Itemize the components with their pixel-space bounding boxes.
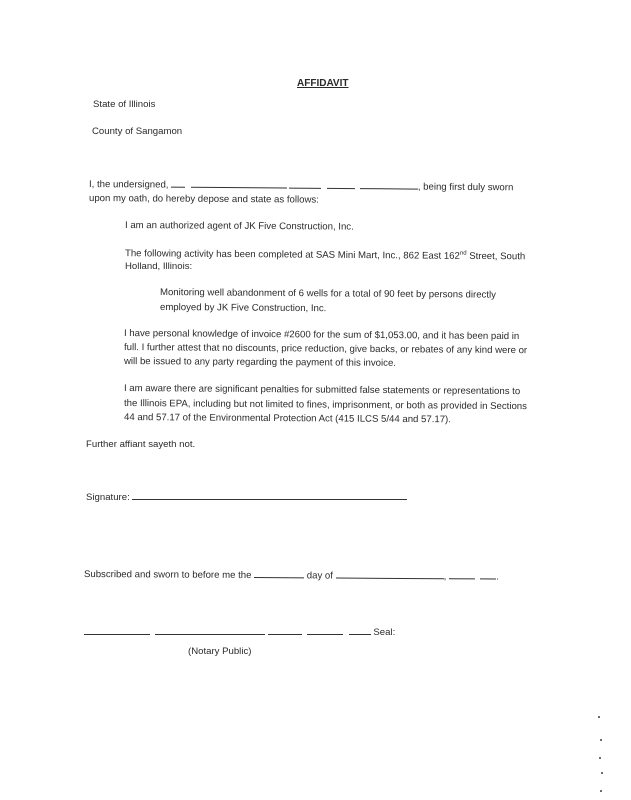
notary-blank-4[interactable] [307,625,343,635]
penalties-line-1: I am aware there are significant penalties for submitted false statements or representations to [123,383,521,398]
signature-blank[interactable] [132,490,407,500]
notary-public-label: (Notary Public) [188,646,252,657]
name-blank-4[interactable] [326,179,354,189]
day-of-label: day of [306,570,333,582]
knowledge-line-2: full. I further attest that no discounts, price reduction, give backs, or rebates of any kind were or [123,342,528,357]
day-blank[interactable] [254,568,304,578]
county-line: County of Sangamon [92,126,183,137]
name-blank-2[interactable] [190,178,286,189]
notary-blank-2[interactable] [155,625,265,635]
year-blank-1[interactable] [449,569,475,579]
month-blank[interactable] [336,569,444,580]
scan-speck [600,739,602,741]
scan-speck [601,772,603,774]
name-blank-5[interactable] [360,179,418,189]
state-line: State of Illinois [93,99,156,110]
activity-text-end: Street, South [466,250,526,263]
knowledge-line-3: will be issued to any party regarding the payment of this invoice. [123,356,397,369]
knowledge-line-1: I have personal knowledge of invoice #2600 for the sum of $1,053.00, and it has been paid in [123,328,520,343]
notary-line [84,625,395,639]
activity-text: The following activity has been completed at SAS Mini Mart, Inc., 862 East 162 [124,248,460,262]
notary-blank-3[interactable] [268,625,302,635]
ordinal-suffix: nd [459,250,467,257]
name-blank-1[interactable] [171,178,185,188]
intro-line: I, the undersigned, , being first duly sworn [88,179,514,194]
notary-blank-5[interactable] [349,625,371,635]
scan-speck [598,716,600,718]
further-affiant: Further affiant sayeth not. [86,439,196,450]
intro-suffix: being first duly sworn [423,181,514,194]
monitoring-line-2: employed by JK Five Construction, Inc. [159,302,327,315]
seal-label: Seal: [373,627,396,638]
name-blank-3[interactable] [289,179,321,189]
activity-line-2: Holland, Illinois: [125,261,193,272]
scan-speck [599,757,601,759]
year-blank-2[interactable] [480,569,496,579]
penalties-line-2: the Illinois EPA, including but not limited to fines, imprisonment, or both as provided in Sections [123,398,528,413]
intro-prefix: I, the undersigned, [88,179,169,191]
document-title: AFFIDAVIT [297,78,349,89]
signature-label: Signature: [86,492,130,503]
agent-statement: I am an authorized agent of JK Five Construction, Inc. [124,220,354,233]
notary-blank-1[interactable] [84,625,150,635]
scan-speck [600,790,602,792]
subscribed-prefix: Subscribed and sworn to before me the [83,569,252,582]
monitoring-line-1: Monitoring well abandonment of 6 wells for a total of 90 feet by persons directly [159,287,497,301]
intro-line-2: upon my oath, do hereby depose and state as follows: [88,193,319,206]
signature-line [86,490,407,504]
subscribed-line: Subscribed and sworn to before me the day of , . [83,569,500,583]
penalties-line-3: 44 and 57.17 of the Environmental Protection Act (415 ILCS 5/44 and 57.17). [123,412,451,426]
